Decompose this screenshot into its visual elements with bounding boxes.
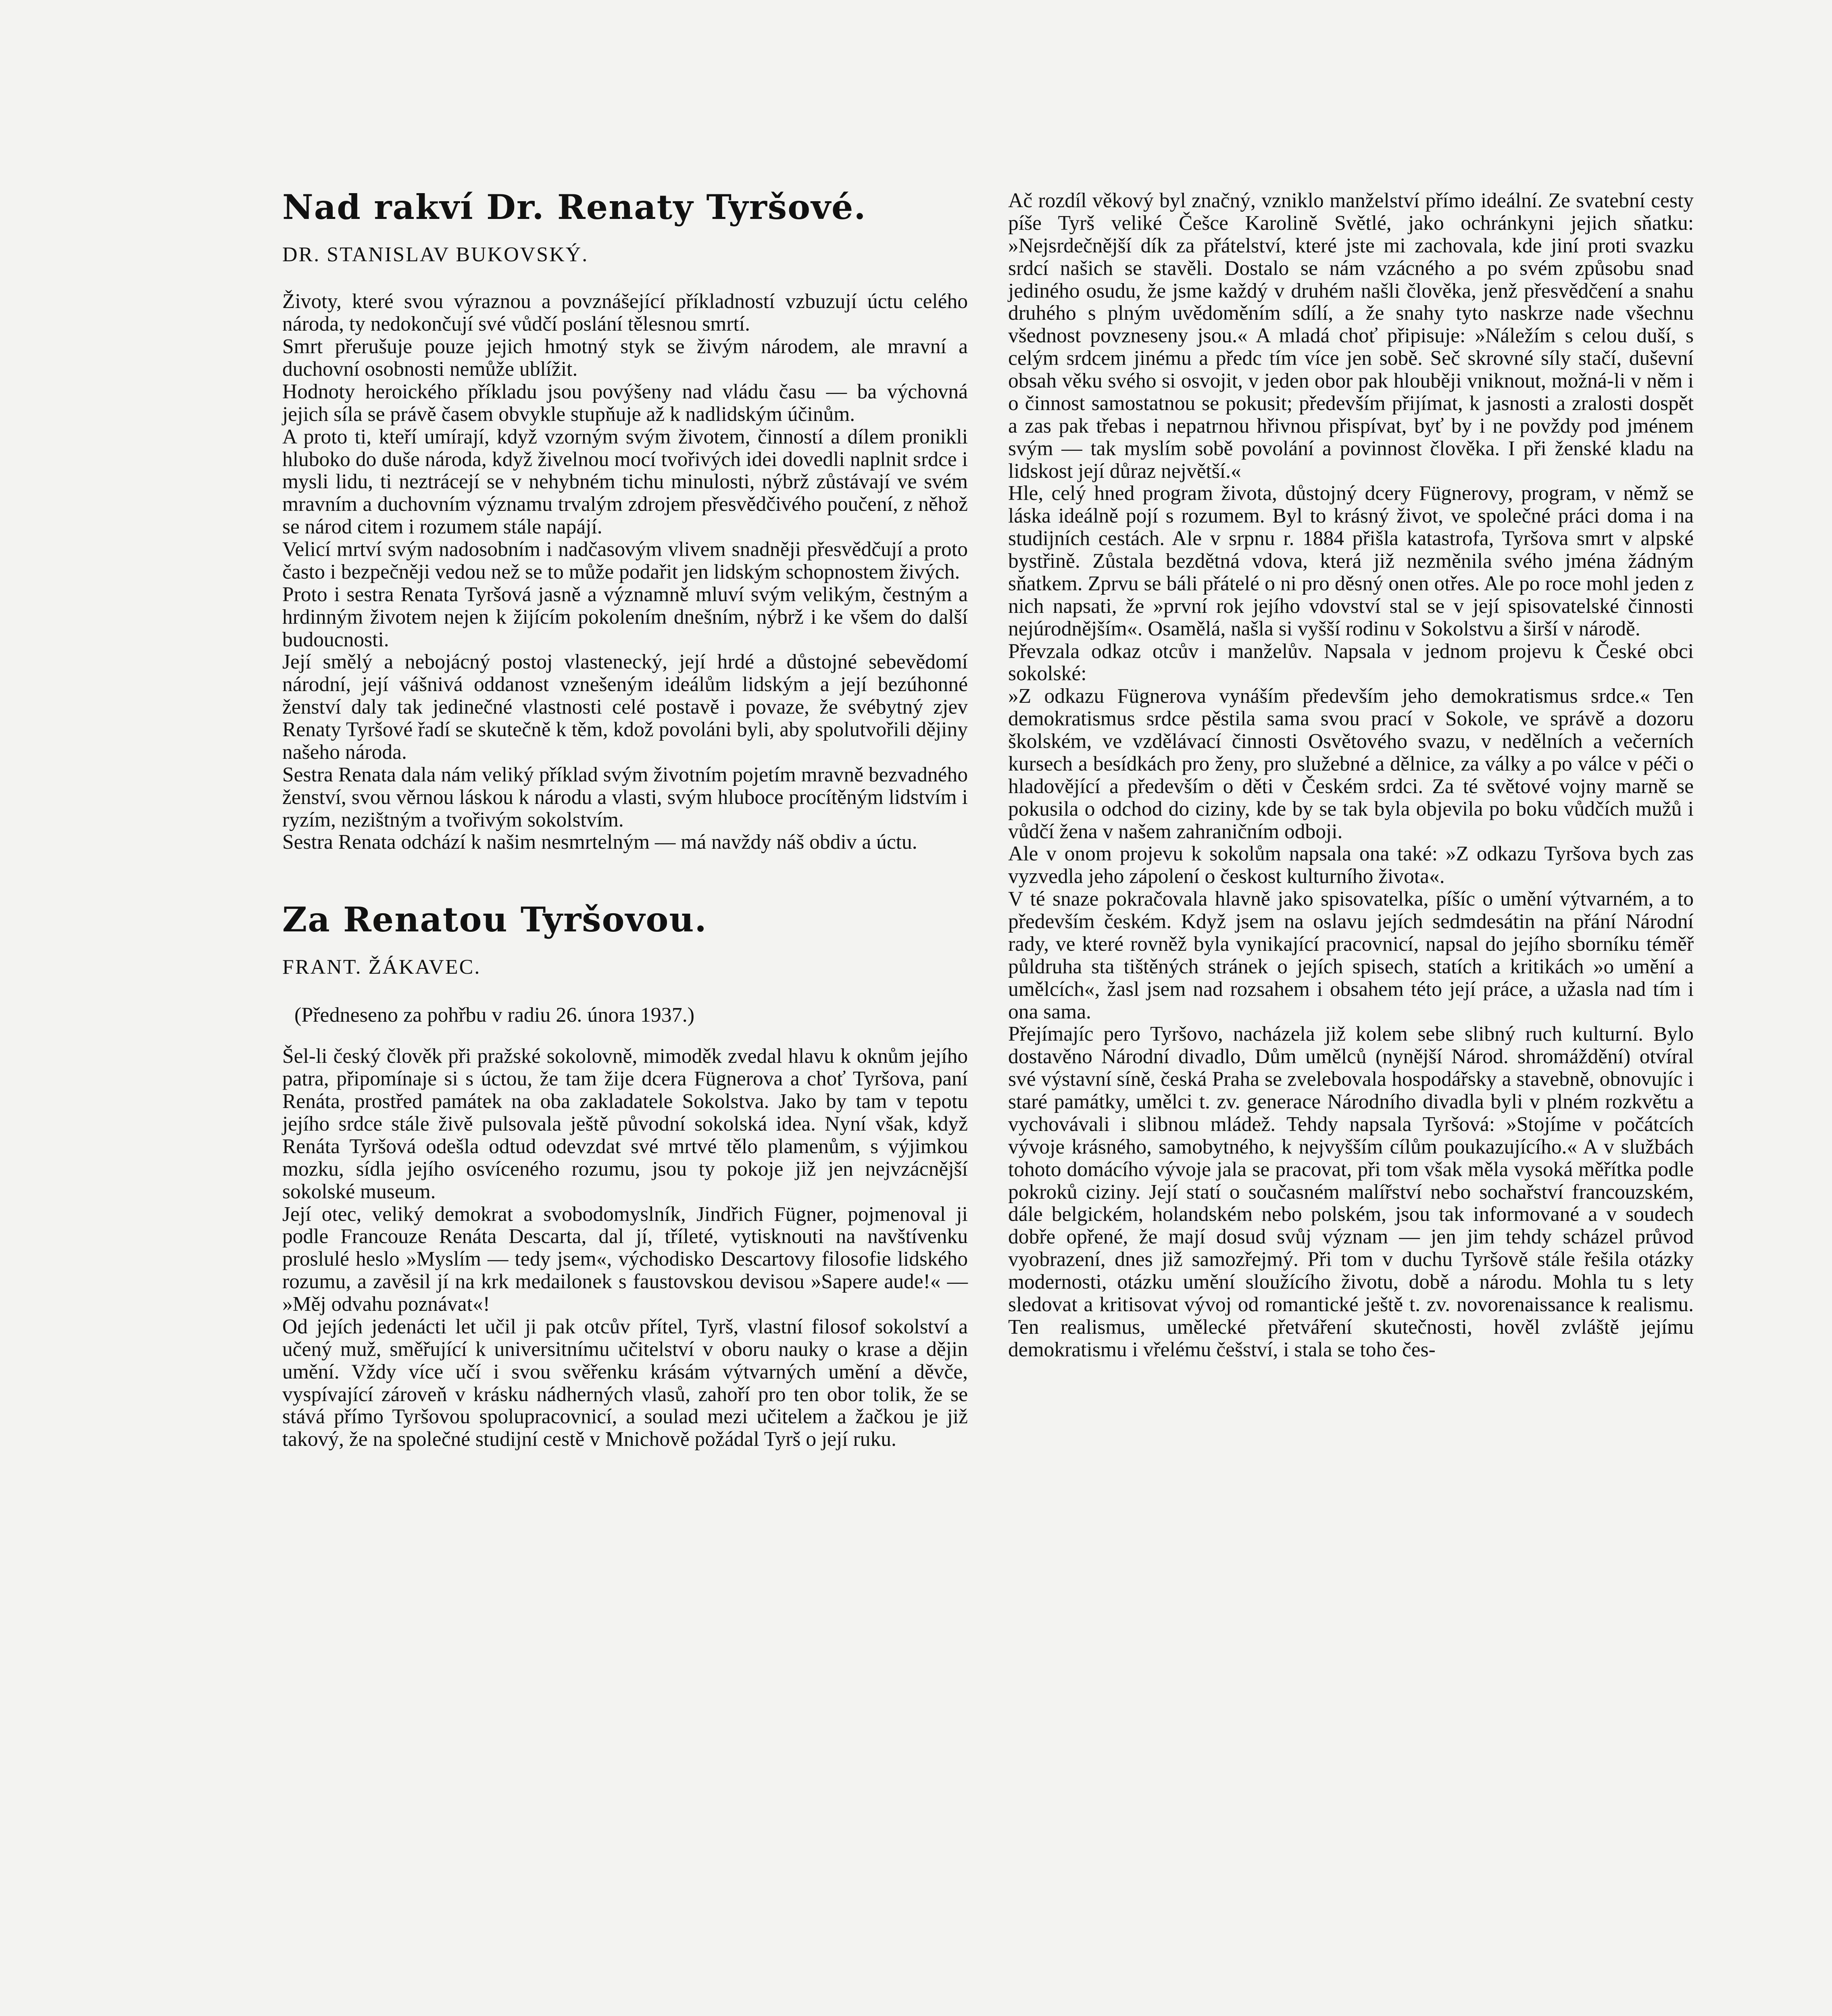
article1-title: Nad rakví Dr. Renaty Tyršové. [282,187,867,227]
article2-author: FRANT. ŽÁKAVEC. [282,956,481,979]
left-column [282,187,968,1451]
right-column [1008,190,1694,1361]
article2-paragraph: Ač rozdíl věkový byl značný, vzniklo manželství přímo ideální. Ze svatební cesty píše Tyrš veliké Češce Karolině Světlé, jako ochránkyni jejich sňatku: »Nejsrdečnější dík za přátelství, které jste mi zachovala, kde jiní proti svazku srdcí našich se stavěli. Dostalo se nám vzácného a po svém způsobu snad jediného osudu, že jsme každý v druhém našli člověka, jenž přesvědčení a snahu druhého s plným uvědoměním sdílí, a že snahy tyto naskrze nade všechnu všednost povzneseny jsou.« A mladá choť připisuje: »Náležím s celou duší, s celým srdcem jinému a předc tím více jen sobě. Seč skrovné síly stačí, duševní obsah věku svého si osvojit, v jeden obor pak hlouběji vniknout, možná-li v něm i o činnost samostatnou se pokusit; především přijímat, k jasnosti a zralosti dospět a zas pak třebas i nepatrnou hřivnou přispívat, byť by i ne povždy pod jménem svým — tak myslím sobě povolání a povinnost člověka. I při ženské kladu na lidskost její důraz největší.« [1008,189,1694,483]
article1-paragraph: Životy, které svou výraznou a povznášející příkladností vzbuzují úctu celého národa, ty nedokončují své vůdčí poslání tělesnou smrtí. [282,290,968,336]
article2-paragraph: Hle, celý hned program života, důstojný dcery Fügnerovy, program, v němž se láska ideálně pojí s rozumem. Byl to krásný život, ve společné práci doma i na studijních cestách. Ale v srpnu r. 1884 přišla katastrofa, Tyršova smrt v alpské bystřině. Zůstala bezdětná vdova, která již nezměnila svého jména žádným sňatkem. Zprvu se báli přátelé o ni pro děsný onen otřes. Ale po roce mohl jeden z nich napsati, že »první rok jejího vdovství stal se v její spisovatelské činnosti nejúrodnějším«. Osamělá, našla si vyšší rodinu v Sokolstvu a širší v národě. [1008,482,1694,640]
article1-author: DR. STANISLAV BUKOVSKÝ. [282,243,589,267]
article1-paragraph: Proto i sestra Renata Tyršová jasně a významně mluví svým velikým, čestným a hrdinným životem nejen k žijícím pokolením dnešním, nýbrž i ke všem do další budoucnosti. [282,583,968,651]
article2-paragraph: Ale v onom projevu k sokolům napsala ona také: »Z odkazu Tyršova bych zas vyzvedla jeho zápolení o českost kulturního života«. [1008,842,1694,888]
article2-title: Za Renatou Tyršovou. [282,900,707,940]
article2-paragraph: Převzala odkaz otcův i manželův. Napsala v jednom projevu k České obci sokolské: [1008,639,1694,685]
article2-paragraph: Od jejích jedenácti let učil ji pak otcův přítel, Tyrš, vlastní filosof sokolství a učený muž, směřující k universitnímu učitelství v oboru nauky o krase a dějin umění. Vždy více učí i svou svěřenku krásám výtvarných umění a děvče, vyspívající zároveň v krásku nádherných vlasů, zahoří pro ten obor tolik, že se stává přímo Tyršovou spolupracovnicí, a soulad mezi učitelem a žačkou je již takový, že na společné studijní cestě v Mnichově požádal Tyrš o její ruku. [282,1315,968,1451]
article2-paragraph: »Z odkazu Fügnerova vynáším především jeho demokratismus srdce.« Ten demokratismus srdce pěstila sama svou prací v Sokole, ve správě a dozoru školském, ve vzdělávací činnosti Osvětového svazu, v nedělních a večerních kursech a besídkách pro ženy, pro služebné a dělnice, za války a po válce v péči o hladovějící a především o děti v Českém srdci. Za té světové vojny marně se pokusila o odchod do ciziny, kde by se tak byla objevila po boku vůdčích mužů i vůdčí žena v našem zahraničním odboji. [1008,685,1694,843]
article1-paragraph: Sestra Renata dala nám veliký příklad svým životním pojetím mravně bezvadného ženství, svou věrnou láskou k národu a vlasti, svým hluboce procítěným lidstvím i ryzím, nezištným a tvořivým sokolstvím. [282,763,968,831]
article1-paragraph: Sestra Renata odchází k našim nesmrtelným — má navždy náš obdiv a úctu. [282,831,917,854]
article1-paragraph: Hodnoty heroického příkladu jsou povýšeny nad vládu času — ba výchovná jejich síla se právě časem obvykle stupňuje až k nadlidským účinům. [282,380,968,426]
article2-paragraph: Šel-li český člověk při pražské sokolovně, mimoděk zvedal hlavu k oknům jejího patra, připomínaje si s úctou, že tam žije dcera Fügnerova a choť Tyršova, paní Renáta, prostřed památek na oba zakladatele Sokolstva. Jako by tam v tepotu jejího srdce stále živě pulsovala ještě původní sokolská idea. Nyní však, když Renáta Tyršová odešla odtud odevzdat své mrtvé tělo plamenům, s výjimkou mozku, sídla jejího osvíceného rozumu, jsou ty pokoje již jen nejvzácnější sokolské museum. [282,1045,968,1203]
article2-paragraph: Přejímajíc pero Tyršovo, nacházela již kolem sebe slibný ruch kulturní. Bylo dostavěno Národní divadlo, Dům umělců (nynější Národ. shromáždění) otvíral své výstavní síně, česká Praha se zvelebovala hospodářsky a stavebně, obnovujíc i staré památky, umělci t. zv. generace Národního divadla byli v plném rozkvětu a vychovávali i slibnou mládež. Tehdy napsala Tyršová: »Stojíme v počátcích vývoje krásného, samobytného, k nejvyšším cílům poukazujícího.« A v službách tohoto domácího vývoje jala se pracovat, při tom však měla vysoká měřítka podle pokroků ciziny. Její statí o současném malířství nebo sochařství francouzském, dále belgickém, holandském nebo polském, jsou tak informované a v soudech dobře opřené, že mají dosud svůj význam — jen jim tehdy scházel průvod vyobrazení, dnes již samozřejmý. Při tom v duchu Tyršově stále řešila otázky modernosti, otázku umění sloužícího životu, době a národu. Mohla tu s lety sledovat a kritisovat vývoj od romantické ještě t. zv. novorenaissance k realismu. Ten realismus, umělecké přetváření skutečnosti, hověl zvláště jejímu demokratismu i vřelému češství, i stala se toho čes- [1008,1023,1694,1361]
article1-paragraph: Velicí mrtví svým nadosobním i nadčasovým vlivem snadněji přesvědčují a proto často i bezpečněji vedou než se to může podařit jen lidským schopnostem živých. [282,538,968,583]
article2-paragraph: Její otec, veliký demokrat a svobodomyslník, Jindřich Fügner, pojmenoval ji podle Francouze Renáta Descarta, dal jí, tříleté, vytisknouti na navštívenku proslulé heslo »Myslím — tedy jsem«, východisko Descartovy filosofie lidského rozumu, a zavěsil jí na krk medailonek s faustovskou devisou »Sapere aude!« — »Měj odvahu poznávat«! [282,1202,968,1316]
article2-note: (Předneseno za pohřbu v radiu 26. února 1937.) [294,1003,695,1027]
article1-paragraph: A proto ti, kteří umírají, když vzorným svým životem, činností a dílem pronikli hluboko do duše národa, když živelnou mocí tvořivých idei dovedli naplnit srdce i mysli lidu, ti neztrácejí se v nehybném tichu minulosti, nýbrž zůstávají ve svém mravním a duchovním významu trvalým zdrojem přesvědčivého poučení, z něhož se národ citem i rozumem stále napájí. [282,425,968,539]
article1-paragraph: Smrt přerušuje pouze jejich hmotný styk se živým národem, ale mravní a duchovní osobnosti nemůže ublížit. [282,335,968,381]
article1-paragraph: Její smělý a nebojácný postoj vlastenecký, její hrdé a důstojné sebevědomí národní, její vášnivá oddanost vznešeným ideálům lidským a její bezúhonné ženství daly tak jedinečné vlastnosti celé postavě i povaze, že svébytný zjev Renaty Tyršové řadí se skutečně k těm, kdož povoláni byli, aby spolutvořili dějiny našeho národa. [282,650,968,764]
section-gap [282,854,968,902]
article2-paragraph: V té snaze pokračovala hlavně jako spisovatelka, píšíc o umění výtvarném, a to především českém. Když jsem na oslavu jejích sedmdesátin na přání Národní rady, ve které rovněž byla vynikající pracovnicí, napsal do jejího sborníku téměř půldruha sta tištěných stránek o jejích spisech, statích a kritikách »o umění a umělcích«, žasl jsem nad rozsahem i obsahem této její práce, a užasla nad tím i ona sama. [1008,887,1694,1023]
